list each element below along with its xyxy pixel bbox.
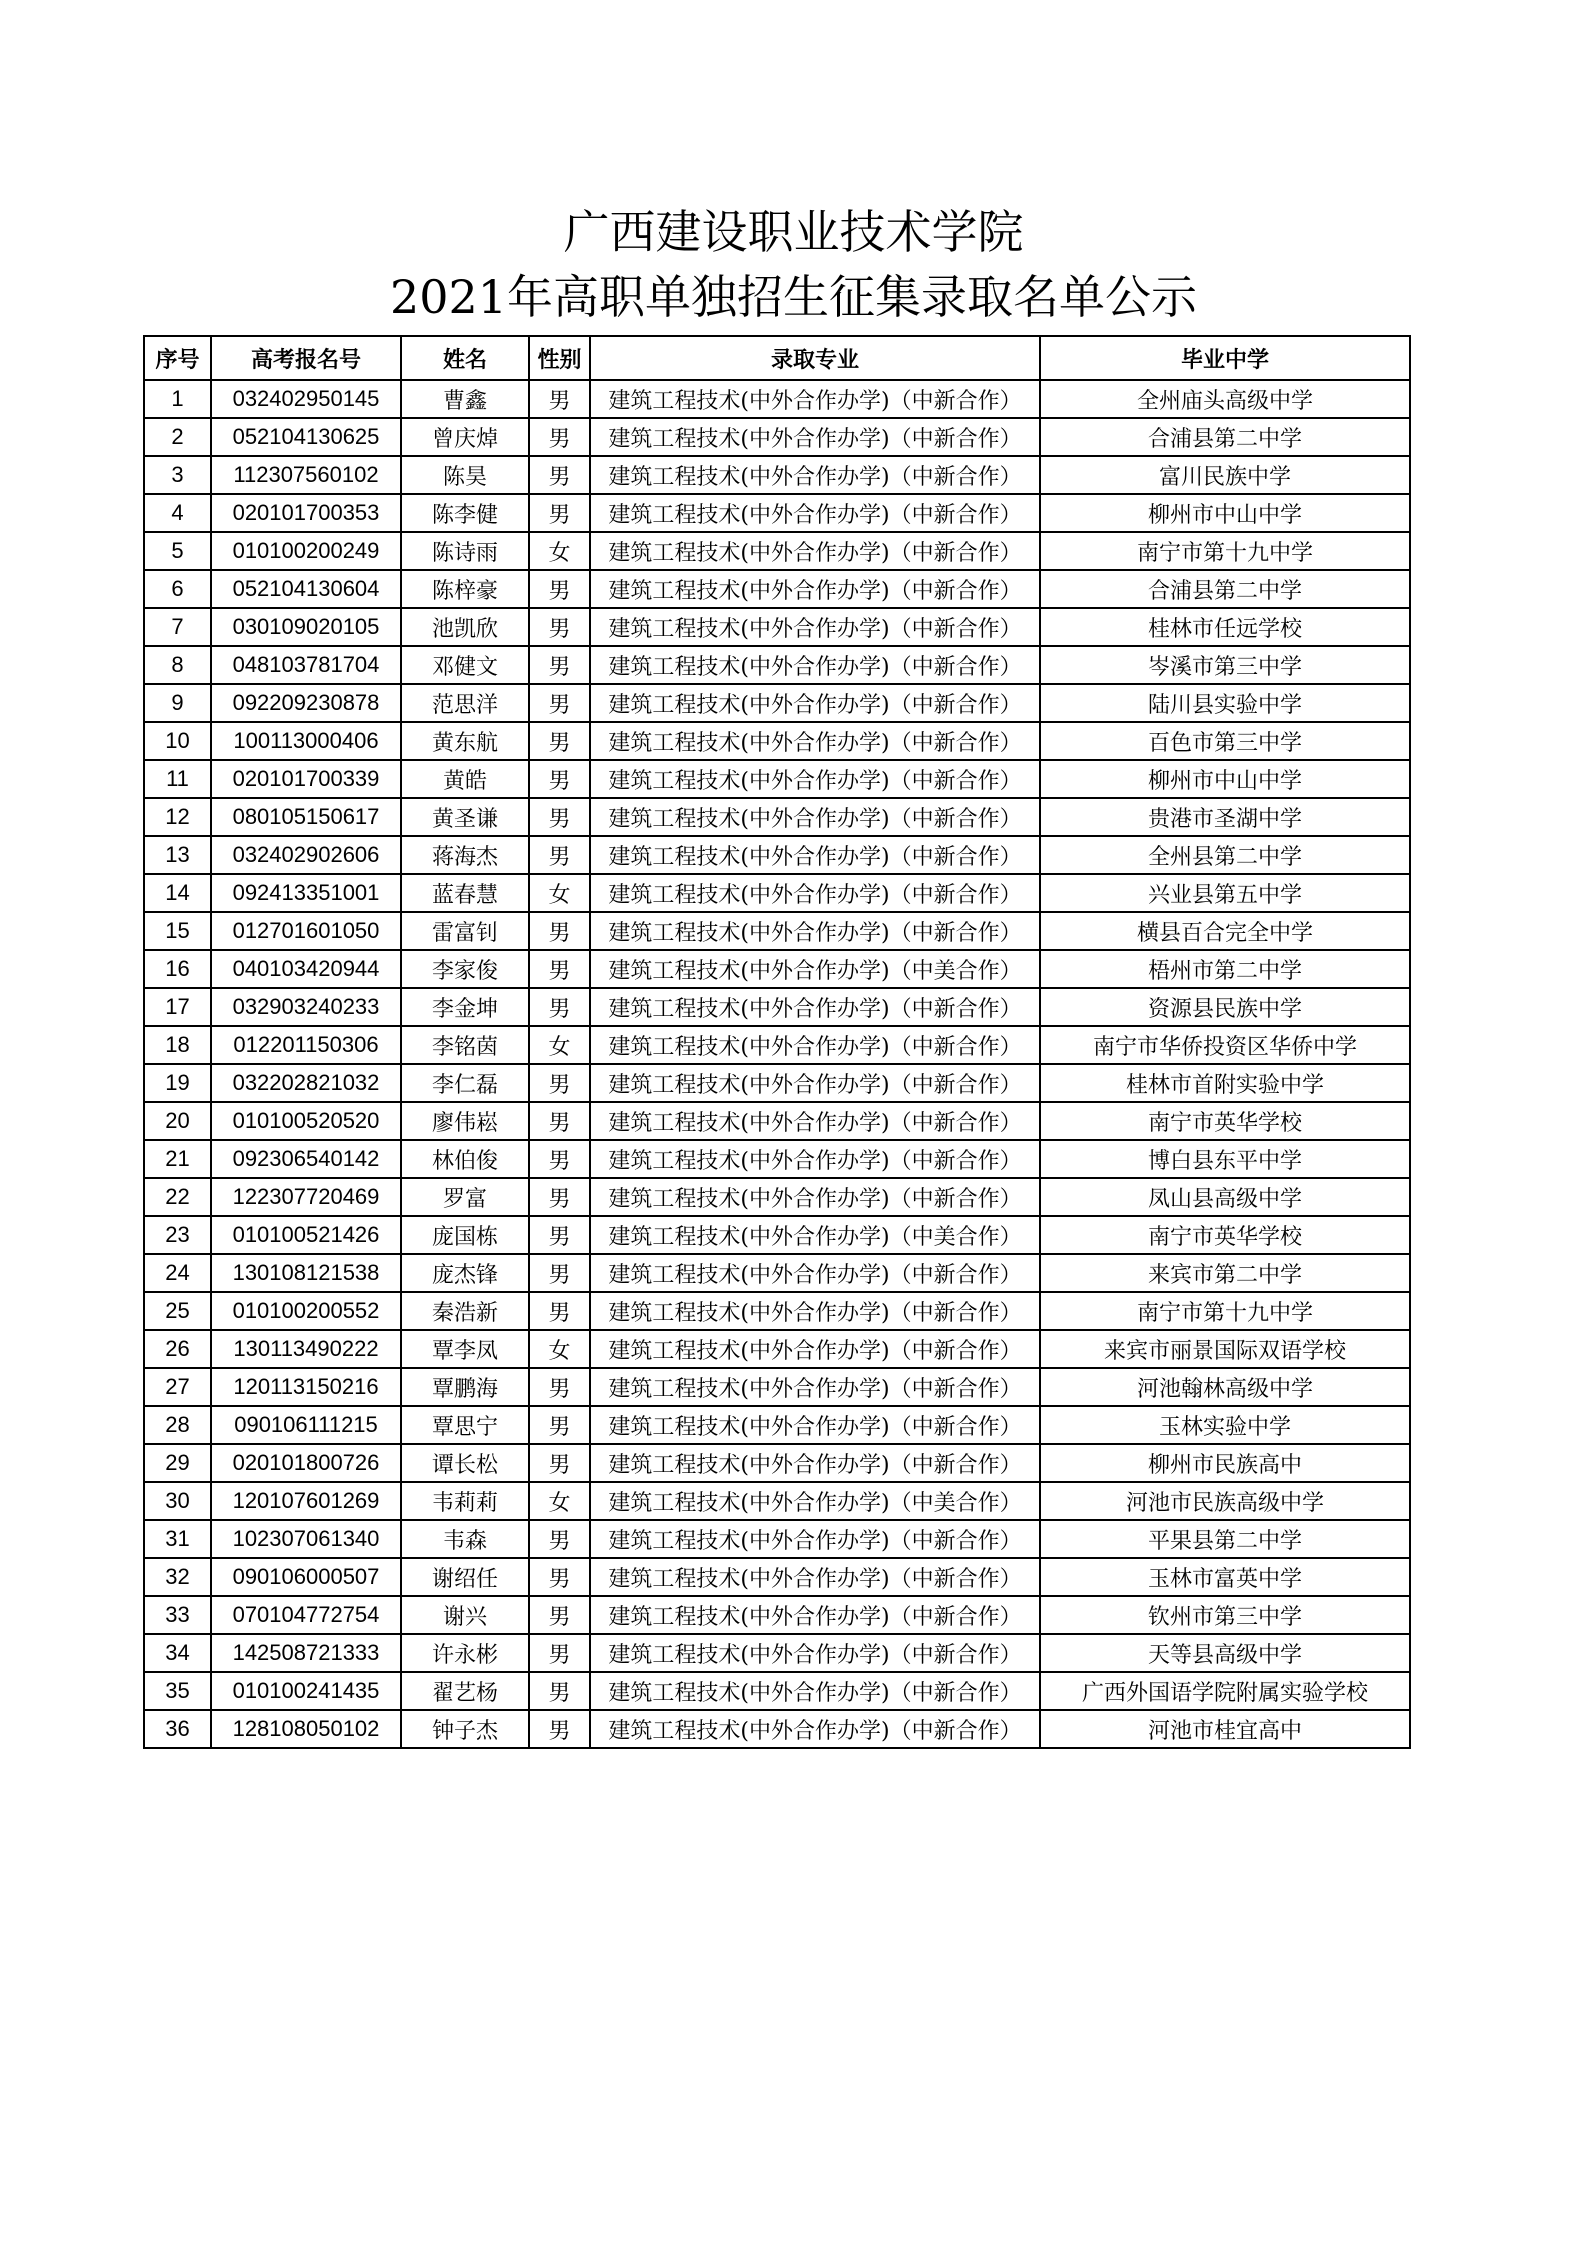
cell-exam-reg-no: 142508721333 — [211, 1634, 401, 1672]
cell-gender: 男 — [529, 1368, 590, 1406]
cell-exam-reg-no: 120113150216 — [211, 1368, 401, 1406]
cell-student-name: 李铭茵 — [401, 1026, 529, 1064]
table-row — [144, 570, 1410, 608]
table-row — [144, 418, 1410, 456]
table-row — [144, 494, 1410, 532]
cell-index: 26 — [144, 1330, 211, 1368]
cell-high-school: 河池市桂宜高中 — [1040, 1710, 1410, 1748]
cell-student-name: 覃李凤 — [401, 1330, 529, 1368]
cell-gender: 男 — [529, 836, 590, 874]
cell-major: 建筑工程技术(中外合作办学)（中新合作） — [590, 380, 1040, 418]
cell-gender: 女 — [529, 874, 590, 912]
cell-exam-reg-no: 040103420944 — [211, 950, 401, 988]
cell-exam-reg-no: 010100200552 — [211, 1292, 401, 1330]
cell-exam-reg-no: 052104130604 — [211, 570, 401, 608]
cell-exam-reg-no: 010100200249 — [211, 532, 401, 570]
cell-student-name: 翟艺杨 — [401, 1672, 529, 1710]
cell-high-school: 来宾市第二中学 — [1040, 1254, 1410, 1292]
cell-index: 19 — [144, 1064, 211, 1102]
cell-major: 建筑工程技术(中外合作办学)（中新合作） — [590, 1444, 1040, 1482]
cell-student-name: 邓健文 — [401, 646, 529, 684]
cell-high-school: 百色市第三中学 — [1040, 722, 1410, 760]
cell-student-name: 曹鑫 — [401, 380, 529, 418]
table-row — [144, 532, 1410, 570]
cell-index: 30 — [144, 1482, 211, 1520]
cell-student-name: 李仁磊 — [401, 1064, 529, 1102]
table-row — [144, 950, 1410, 988]
cell-major: 建筑工程技术(中外合作办学)（中新合作） — [590, 1102, 1040, 1140]
cell-index: 8 — [144, 646, 211, 684]
cell-gender: 男 — [529, 1292, 590, 1330]
cell-exam-reg-no: 010100521426 — [211, 1216, 401, 1254]
cell-student-name: 黄东航 — [401, 722, 529, 760]
cell-index: 4 — [144, 494, 211, 532]
table-row — [144, 1330, 1410, 1368]
cell-exam-reg-no: 032402902606 — [211, 836, 401, 874]
admission-roster-table — [143, 335, 1411, 1749]
cell-student-name: 韦森 — [401, 1520, 529, 1558]
table-row — [144, 722, 1410, 760]
cell-high-school: 河池市民族高级中学 — [1040, 1482, 1410, 1520]
cell-major: 建筑工程技术(中外合作办学)（中新合作） — [590, 912, 1040, 950]
cell-major: 建筑工程技术(中外合作办学)（中新合作） — [590, 1178, 1040, 1216]
cell-gender: 男 — [529, 1064, 590, 1102]
cell-major: 建筑工程技术(中外合作办学)（中新合作） — [590, 874, 1040, 912]
cell-exam-reg-no: 020101800726 — [211, 1444, 401, 1482]
table-row — [144, 1672, 1410, 1710]
header-index: 序号 — [144, 336, 211, 380]
table-row — [144, 1178, 1410, 1216]
cell-exam-reg-no: 112307560102 — [211, 456, 401, 494]
cell-student-name: 黄皓 — [401, 760, 529, 798]
table-row — [144, 912, 1410, 950]
cell-student-name: 覃思宁 — [401, 1406, 529, 1444]
table-row — [144, 1216, 1410, 1254]
cell-high-school: 全州县第二中学 — [1040, 836, 1410, 874]
cell-index: 14 — [144, 874, 211, 912]
cell-high-school: 岑溪市第三中学 — [1040, 646, 1410, 684]
table-row — [144, 1292, 1410, 1330]
cell-exam-reg-no: 070104772754 — [211, 1596, 401, 1634]
cell-major: 建筑工程技术(中外合作办学)（中新合作） — [590, 1634, 1040, 1672]
cell-major: 建筑工程技术(中外合作办学)（中新合作） — [590, 836, 1040, 874]
cell-gender: 男 — [529, 1216, 590, 1254]
cell-gender: 男 — [529, 418, 590, 456]
cell-student-name: 许永彬 — [401, 1634, 529, 1672]
cell-index: 16 — [144, 950, 211, 988]
cell-gender: 男 — [529, 722, 590, 760]
table-row — [144, 646, 1410, 684]
cell-gender: 男 — [529, 1634, 590, 1672]
cell-student-name: 钟子杰 — [401, 1710, 529, 1748]
cell-exam-reg-no: 020101700353 — [211, 494, 401, 532]
cell-index: 29 — [144, 1444, 211, 1482]
cell-index: 18 — [144, 1026, 211, 1064]
cell-student-name: 林伯俊 — [401, 1140, 529, 1178]
header-high-school: 毕业中学 — [1040, 336, 1410, 380]
table-row — [144, 1406, 1410, 1444]
table-row — [144, 380, 1410, 418]
cell-major: 建筑工程技术(中外合作办学)（中新合作） — [590, 1140, 1040, 1178]
cell-exam-reg-no: 092209230878 — [211, 684, 401, 722]
cell-high-school: 钦州市第三中学 — [1040, 1596, 1410, 1634]
cell-gender: 女 — [529, 1026, 590, 1064]
cell-high-school: 贵港市圣湖中学 — [1040, 798, 1410, 836]
cell-major: 建筑工程技术(中外合作办学)（中新合作） — [590, 418, 1040, 456]
cell-gender: 男 — [529, 380, 590, 418]
table-row — [144, 456, 1410, 494]
cell-major: 建筑工程技术(中外合作办学)（中新合作） — [590, 1254, 1040, 1292]
cell-student-name: 庞国栋 — [401, 1216, 529, 1254]
cell-student-name: 谭长松 — [401, 1444, 529, 1482]
cell-student-name: 蒋海杰 — [401, 836, 529, 874]
cell-major: 建筑工程技术(中外合作办学)（中新合作） — [590, 456, 1040, 494]
cell-exam-reg-no: 130108121538 — [211, 1254, 401, 1292]
cell-exam-reg-no: 090106111215 — [211, 1406, 401, 1444]
cell-index: 11 — [144, 760, 211, 798]
cell-gender: 男 — [529, 684, 590, 722]
cell-exam-reg-no: 052104130625 — [211, 418, 401, 456]
cell-exam-reg-no: 012701601050 — [211, 912, 401, 950]
cell-exam-reg-no: 048103781704 — [211, 646, 401, 684]
cell-major: 建筑工程技术(中外合作办学)（中新合作） — [590, 1064, 1040, 1102]
cell-major: 建筑工程技术(中外合作办学)（中新合作） — [590, 1330, 1040, 1368]
table-row — [144, 1634, 1410, 1672]
cell-index: 13 — [144, 836, 211, 874]
cell-gender: 男 — [529, 1178, 590, 1216]
cell-high-school: 凤山县高级中学 — [1040, 1178, 1410, 1216]
cell-exam-reg-no: 100113000406 — [211, 722, 401, 760]
cell-index: 6 — [144, 570, 211, 608]
cell-high-school: 平果县第二中学 — [1040, 1520, 1410, 1558]
cell-high-school: 桂林市任远学校 — [1040, 608, 1410, 646]
cell-major: 建筑工程技术(中外合作办学)（中新合作） — [590, 608, 1040, 646]
cell-high-school: 南宁市英华学校 — [1040, 1216, 1410, 1254]
table-row — [144, 1064, 1410, 1102]
cell-student-name: 陈昊 — [401, 456, 529, 494]
cell-high-school: 南宁市第十九中学 — [1040, 532, 1410, 570]
cell-gender: 男 — [529, 646, 590, 684]
header-gender: 性别 — [529, 336, 590, 380]
table-row — [144, 1482, 1410, 1520]
cell-student-name: 谢绍任 — [401, 1558, 529, 1596]
cell-student-name: 曾庆焯 — [401, 418, 529, 456]
cell-gender: 男 — [529, 1444, 590, 1482]
cell-index: 15 — [144, 912, 211, 950]
cell-high-school: 南宁市第十九中学 — [1040, 1292, 1410, 1330]
cell-exam-reg-no: 032402950145 — [211, 380, 401, 418]
cell-student-name: 雷富钊 — [401, 912, 529, 950]
cell-major: 建筑工程技术(中外合作办学)（中新合作） — [590, 494, 1040, 532]
cell-exam-reg-no: 030109020105 — [211, 608, 401, 646]
cell-exam-reg-no: 128108050102 — [211, 1710, 401, 1748]
cell-student-name: 黄圣谦 — [401, 798, 529, 836]
table-row — [144, 608, 1410, 646]
cell-exam-reg-no: 120107601269 — [211, 1482, 401, 1520]
cell-major: 建筑工程技术(中外合作办学)（中新合作） — [590, 1292, 1040, 1330]
cell-high-school: 陆川县实验中学 — [1040, 684, 1410, 722]
table-row — [144, 1558, 1410, 1596]
table-row — [144, 988, 1410, 1026]
cell-high-school: 全州庙头高级中学 — [1040, 380, 1410, 418]
cell-major: 建筑工程技术(中外合作办学)（中美合作） — [590, 1482, 1040, 1520]
cell-gender: 男 — [529, 798, 590, 836]
cell-high-school: 天等县高级中学 — [1040, 1634, 1410, 1672]
cell-major: 建筑工程技术(中外合作办学)（中美合作） — [590, 1216, 1040, 1254]
cell-student-name: 范思洋 — [401, 684, 529, 722]
table-row — [144, 1520, 1410, 1558]
cell-major: 建筑工程技术(中外合作办学)（中新合作） — [590, 570, 1040, 608]
table-row — [144, 1596, 1410, 1634]
cell-index: 2 — [144, 418, 211, 456]
cell-index: 21 — [144, 1140, 211, 1178]
cell-major: 建筑工程技术(中外合作办学)（中新合作） — [590, 798, 1040, 836]
cell-high-school: 博白县东平中学 — [1040, 1140, 1410, 1178]
cell-gender: 女 — [529, 532, 590, 570]
cell-gender: 男 — [529, 456, 590, 494]
cell-index: 17 — [144, 988, 211, 1026]
cell-gender: 女 — [529, 1482, 590, 1520]
cell-index: 33 — [144, 1596, 211, 1634]
cell-student-name: 秦浩新 — [401, 1292, 529, 1330]
cell-major: 建筑工程技术(中外合作办学)（中美合作） — [590, 950, 1040, 988]
cell-student-name: 罗富 — [401, 1178, 529, 1216]
cell-major: 建筑工程技术(中外合作办学)（中新合作） — [590, 1026, 1040, 1064]
cell-exam-reg-no: 080105150617 — [211, 798, 401, 836]
cell-high-school: 柳州市民族高中 — [1040, 1444, 1410, 1482]
cell-index: 3 — [144, 456, 211, 494]
cell-exam-reg-no: 130113490222 — [211, 1330, 401, 1368]
cell-gender: 男 — [529, 1254, 590, 1292]
table-row — [144, 760, 1410, 798]
cell-high-school: 来宾市丽景国际双语学校 — [1040, 1330, 1410, 1368]
cell-major: 建筑工程技术(中外合作办学)（中新合作） — [590, 1596, 1040, 1634]
table-row — [144, 1102, 1410, 1140]
cell-index: 24 — [144, 1254, 211, 1292]
cell-major: 建筑工程技术(中外合作办学)（中新合作） — [590, 684, 1040, 722]
table-body — [144, 380, 1410, 1748]
cell-exam-reg-no: 032903240233 — [211, 988, 401, 1026]
cell-index: 28 — [144, 1406, 211, 1444]
cell-gender: 男 — [529, 988, 590, 1026]
cell-gender: 男 — [529, 912, 590, 950]
cell-student-name: 陈李健 — [401, 494, 529, 532]
cell-gender: 男 — [529, 760, 590, 798]
cell-index: 31 — [144, 1520, 211, 1558]
cell-index: 22 — [144, 1178, 211, 1216]
cell-gender: 女 — [529, 1330, 590, 1368]
cell-student-name: 陈诗雨 — [401, 532, 529, 570]
document-subtitle: 2021年高职单独招生征集录取名单公示 — [389, 270, 1198, 324]
cell-index: 20 — [144, 1102, 211, 1140]
table-row — [144, 1444, 1410, 1482]
cell-index: 34 — [144, 1634, 211, 1672]
cell-major: 建筑工程技术(中外合作办学)（中新合作） — [590, 722, 1040, 760]
cell-major: 建筑工程技术(中外合作办学)（中新合作） — [590, 988, 1040, 1026]
cell-gender: 男 — [529, 1596, 590, 1634]
cell-high-school: 玉林实验中学 — [1040, 1406, 1410, 1444]
cell-index: 7 — [144, 608, 211, 646]
table-row — [144, 1140, 1410, 1178]
cell-student-name: 覃鹏海 — [401, 1368, 529, 1406]
cell-major: 建筑工程技术(中外合作办学)（中新合作） — [590, 1672, 1040, 1710]
cell-exam-reg-no: 020101700339 — [211, 760, 401, 798]
cell-index: 25 — [144, 1292, 211, 1330]
cell-major: 建筑工程技术(中外合作办学)（中新合作） — [590, 532, 1040, 570]
cell-major: 建筑工程技术(中外合作办学)（中新合作） — [590, 1368, 1040, 1406]
cell-gender: 男 — [529, 1558, 590, 1596]
cell-student-name: 廖伟崧 — [401, 1102, 529, 1140]
cell-index: 9 — [144, 684, 211, 722]
cell-major: 建筑工程技术(中外合作办学)（中新合作） — [590, 1558, 1040, 1596]
cell-index: 10 — [144, 722, 211, 760]
cell-exam-reg-no: 092413351001 — [211, 874, 401, 912]
cell-exam-reg-no: 122307720469 — [211, 1178, 401, 1216]
table-header-row — [144, 336, 1410, 380]
cell-index: 27 — [144, 1368, 211, 1406]
cell-gender: 男 — [529, 1710, 590, 1748]
cell-exam-reg-no: 090106000507 — [211, 1558, 401, 1596]
cell-student-name: 庞杰锋 — [401, 1254, 529, 1292]
cell-exam-reg-no: 092306540142 — [211, 1140, 401, 1178]
cell-exam-reg-no: 010100520520 — [211, 1102, 401, 1140]
cell-gender: 男 — [529, 1102, 590, 1140]
header-major: 录取专业 — [590, 336, 1040, 380]
table-row — [144, 1368, 1410, 1406]
cell-gender: 男 — [529, 1406, 590, 1444]
cell-high-school: 梧州市第二中学 — [1040, 950, 1410, 988]
cell-high-school: 桂林市首附实验中学 — [1040, 1064, 1410, 1102]
table-row — [144, 684, 1410, 722]
cell-major: 建筑工程技术(中外合作办学)（中新合作） — [590, 1520, 1040, 1558]
cell-major: 建筑工程技术(中外合作办学)（中新合作） — [590, 1406, 1040, 1444]
table-row — [144, 1710, 1410, 1748]
cell-student-name: 陈梓豪 — [401, 570, 529, 608]
cell-major: 建筑工程技术(中外合作办学)（中新合作） — [590, 646, 1040, 684]
cell-student-name: 蓝春慧 — [401, 874, 529, 912]
cell-high-school: 横县百合完全中学 — [1040, 912, 1410, 950]
cell-high-school: 富川民族中学 — [1040, 456, 1410, 494]
table-row — [144, 798, 1410, 836]
cell-gender: 男 — [529, 1140, 590, 1178]
cell-exam-reg-no: 010100241435 — [211, 1672, 401, 1710]
document-title: 广西建设职业技术学院 — [563, 205, 1024, 259]
table-row — [144, 1254, 1410, 1292]
cell-gender: 男 — [529, 1520, 590, 1558]
cell-gender: 男 — [529, 608, 590, 646]
cell-index: 12 — [144, 798, 211, 836]
header-exam-reg-no: 高考报名号 — [211, 336, 401, 380]
cell-gender: 男 — [529, 950, 590, 988]
cell-high-school: 资源县民族中学 — [1040, 988, 1410, 1026]
cell-student-name: 李金坤 — [401, 988, 529, 1026]
header-name: 姓名 — [401, 336, 529, 380]
cell-index: 5 — [144, 532, 211, 570]
cell-high-school: 合浦县第二中学 — [1040, 418, 1410, 456]
cell-student-name: 韦莉莉 — [401, 1482, 529, 1520]
cell-student-name: 谢兴 — [401, 1596, 529, 1634]
cell-major: 建筑工程技术(中外合作办学)（中新合作） — [590, 1710, 1040, 1748]
cell-index: 36 — [144, 1710, 211, 1748]
cell-index: 23 — [144, 1216, 211, 1254]
cell-high-school: 兴业县第五中学 — [1040, 874, 1410, 912]
cell-index: 35 — [144, 1672, 211, 1710]
cell-index: 1 — [144, 380, 211, 418]
cell-high-school: 南宁市英华学校 — [1040, 1102, 1410, 1140]
cell-high-school: 南宁市华侨投资区华侨中学 — [1040, 1026, 1410, 1064]
cell-student-name: 池凯欣 — [401, 608, 529, 646]
table-row — [144, 1026, 1410, 1064]
cell-gender: 男 — [529, 494, 590, 532]
cell-gender: 男 — [529, 570, 590, 608]
cell-major: 建筑工程技术(中外合作办学)（中新合作） — [590, 760, 1040, 798]
cell-exam-reg-no: 032202821032 — [211, 1064, 401, 1102]
cell-high-school: 柳州市中山中学 — [1040, 494, 1410, 532]
cell-exam-reg-no: 102307061340 — [211, 1520, 401, 1558]
cell-gender: 男 — [529, 1672, 590, 1710]
cell-high-school: 合浦县第二中学 — [1040, 570, 1410, 608]
cell-student-name: 李家俊 — [401, 950, 529, 988]
table-row — [144, 836, 1410, 874]
cell-exam-reg-no: 012201150306 — [211, 1026, 401, 1064]
cell-high-school: 玉林市富英中学 — [1040, 1558, 1410, 1596]
cell-high-school: 柳州市中山中学 — [1040, 760, 1410, 798]
cell-high-school: 广西外国语学院附属实验学校 — [1040, 1672, 1410, 1710]
cell-index: 32 — [144, 1558, 211, 1596]
cell-high-school: 河池翰林高级中学 — [1040, 1368, 1410, 1406]
table-row — [144, 874, 1410, 912]
